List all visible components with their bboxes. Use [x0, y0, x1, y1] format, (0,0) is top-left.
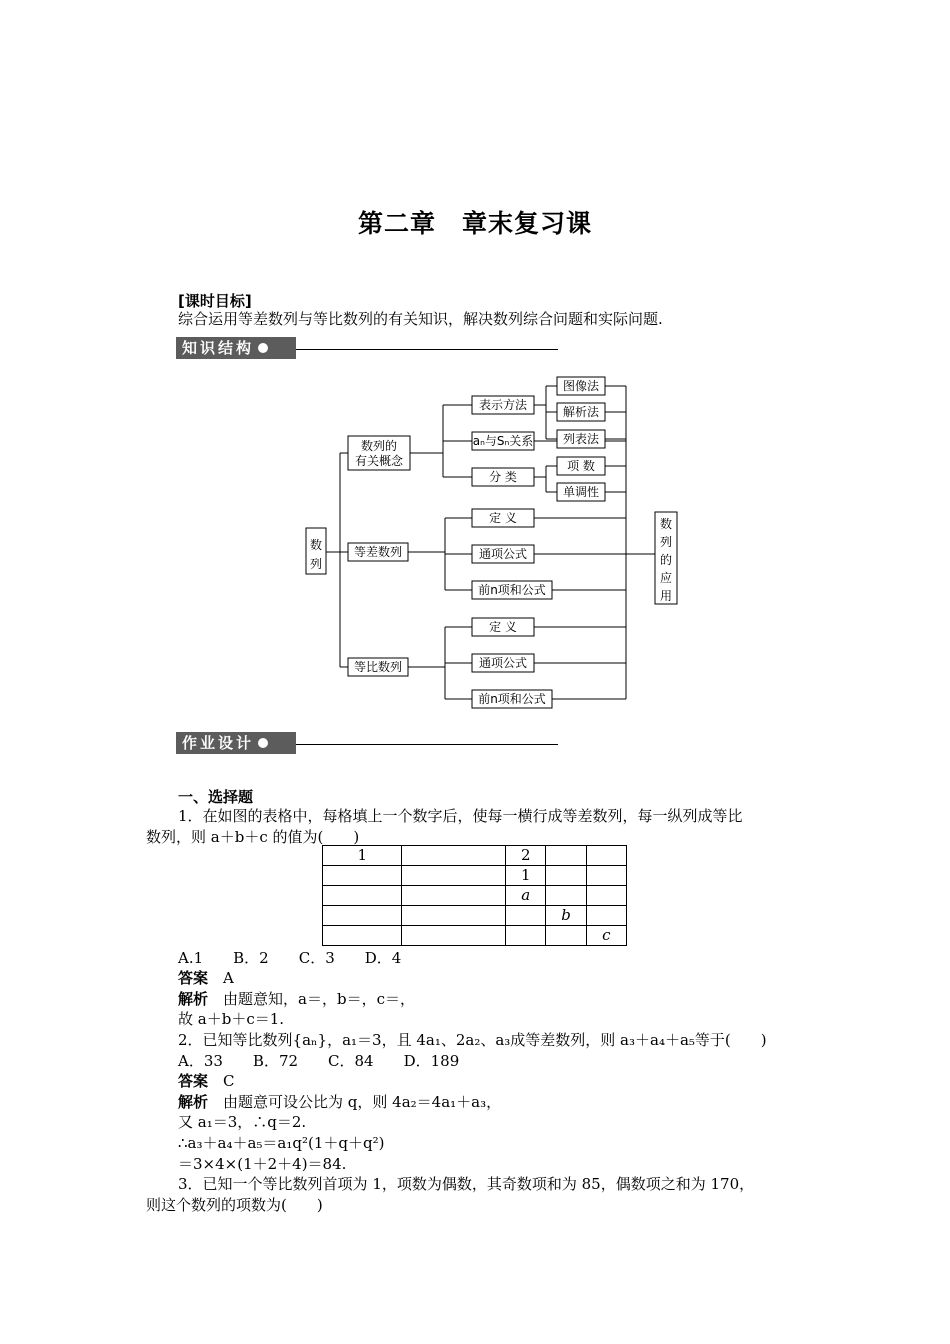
q1-analysis-label: 解析	[178, 990, 209, 1008]
q1-conclusion: 故 a＋b＋c＝1.	[178, 1010, 285, 1028]
branch-geo-label: 等比数列	[353, 660, 403, 674]
method-label-3: 列表法	[562, 432, 600, 446]
branch-arith-label: 等差数列	[353, 545, 403, 559]
q1-answer: A	[223, 969, 234, 987]
q1-table	[322, 845, 627, 946]
table-cell	[586, 866, 626, 886]
sub-class-label: 分 类	[489, 470, 517, 484]
table-cell	[506, 906, 546, 926]
branch-concept-line1: 数列的	[360, 439, 398, 453]
table-cell	[506, 926, 546, 946]
table-cell	[546, 846, 586, 866]
table-row	[323, 846, 627, 866]
q2-options: A．33 B．72 C．84 D．189	[178, 1052, 460, 1070]
table-cell: 2	[506, 846, 546, 866]
app-char-5: 用	[659, 589, 673, 603]
homework-rule	[296, 744, 558, 745]
geo-def-label: 定 义	[489, 620, 517, 634]
arith-def-label: 定 义	[489, 511, 517, 525]
class-label-2: 单调性	[562, 485, 600, 499]
table-cell	[546, 926, 586, 946]
q2-answer-label: 答案	[178, 1072, 209, 1090]
q2-answer: C	[223, 1072, 235, 1090]
bullet-icon	[258, 738, 268, 748]
table-cell	[586, 846, 626, 866]
arith-term-label: 通项公式	[478, 547, 528, 561]
method-label-1: 图像法	[562, 379, 600, 393]
q2-stem: 2．已知等比数列{aₙ}，a₁＝3，且 4a₁、2a₂、a₃成等差数列，则 a₃＋a₄＋a₅等于( )	[178, 1031, 767, 1049]
root-label-top: 数	[309, 538, 323, 552]
q3-line2: 则这个数列的项数为( )	[146, 1196, 323, 1214]
app-char-3: 的	[659, 553, 673, 567]
table-cell: c	[586, 926, 626, 946]
q1-analysis-row	[178, 989, 415, 1009]
root-label-bottom: 列	[309, 557, 323, 571]
q1-answer-row	[178, 968, 234, 988]
arith-sum-label: 前n项和公式	[478, 583, 546, 597]
table-row	[323, 886, 627, 906]
table-cell	[323, 866, 402, 886]
q1-analysis: 由题意知，a＝，b＝，c＝，	[223, 990, 415, 1008]
app-char-2: 列	[659, 535, 673, 549]
page-title: 第二章 章末复习课	[357, 209, 592, 238]
method-label-2: 解析法	[562, 405, 600, 419]
table-cell	[323, 906, 402, 926]
q2-analysis: 由题意可设公比为 q，则 4a₂＝4a₁＋a₃，	[223, 1093, 502, 1111]
q1-answer-label: 答案	[178, 969, 209, 987]
q2-step1: 又 a₁＝3，∴q＝2.	[178, 1113, 307, 1131]
table-row	[323, 866, 627, 886]
homework-banner-label: 作业设计	[182, 734, 255, 752]
table-cell: 1	[506, 866, 546, 886]
goal-heading: [课时目标]	[178, 292, 252, 310]
sub-rel-label: aₙ与Sₙ关系	[472, 434, 534, 448]
q2-answer-row	[178, 1071, 235, 1091]
table-row	[323, 926, 627, 946]
table-cell	[546, 886, 586, 906]
class-label-1: 项 数	[567, 459, 595, 473]
table-cell	[402, 866, 506, 886]
table-cell	[323, 926, 402, 946]
q2-step2: ∴a₃＋a₄＋a₅＝a₁q²(1＋q＋q²)	[178, 1134, 385, 1152]
q1-options: A.1 B．2 C．3 D．4	[178, 949, 402, 967]
homework-banner	[176, 732, 296, 754]
q3-line1: 3．已知一个等比数列首项为 1，项数为偶数，其奇数项和为 85，偶数项之和为 170，	[178, 1175, 755, 1193]
q2-analysis-row	[178, 1092, 501, 1112]
table-cell	[402, 886, 506, 906]
table-cell: 1	[323, 846, 402, 866]
table-cell	[402, 926, 506, 946]
q2-step3: ＝3×4×(1＋2＋4)＝84.	[178, 1155, 347, 1173]
table-cell	[546, 866, 586, 886]
q1-line2: 数列，则 a＋b＋c 的值为( )	[146, 828, 360, 846]
app-char-1: 数	[659, 517, 673, 531]
q1-line1: 1．在如图的表格中，每格填上一个数字后，使每一横行成等差数列，每一纵列成等比	[178, 807, 743, 825]
q2-analysis-label: 解析	[178, 1093, 209, 1111]
table-cell: a	[506, 886, 546, 906]
table-cell	[586, 886, 626, 906]
geo-term-label: 通项公式	[478, 656, 528, 670]
table-cell	[402, 846, 506, 866]
table-cell	[586, 906, 626, 926]
goal-text: 综合运用等差数列与等比数列的有关知识，解决数列综合问题和实际问题.	[178, 310, 663, 328]
geo-sum-label: 前n项和公式	[478, 692, 546, 706]
sub-repr-label: 表示方法	[478, 398, 528, 412]
table-cell	[402, 906, 506, 926]
table-cell: b	[546, 906, 586, 926]
branch-concept-line2: 有关概念	[354, 454, 404, 468]
table-row	[323, 906, 627, 926]
section-heading: 一、选择题	[178, 788, 254, 806]
table-cell	[323, 886, 402, 906]
app-char-4: 应	[659, 571, 673, 585]
knowledge-banner-label: 知识结构	[182, 339, 255, 357]
